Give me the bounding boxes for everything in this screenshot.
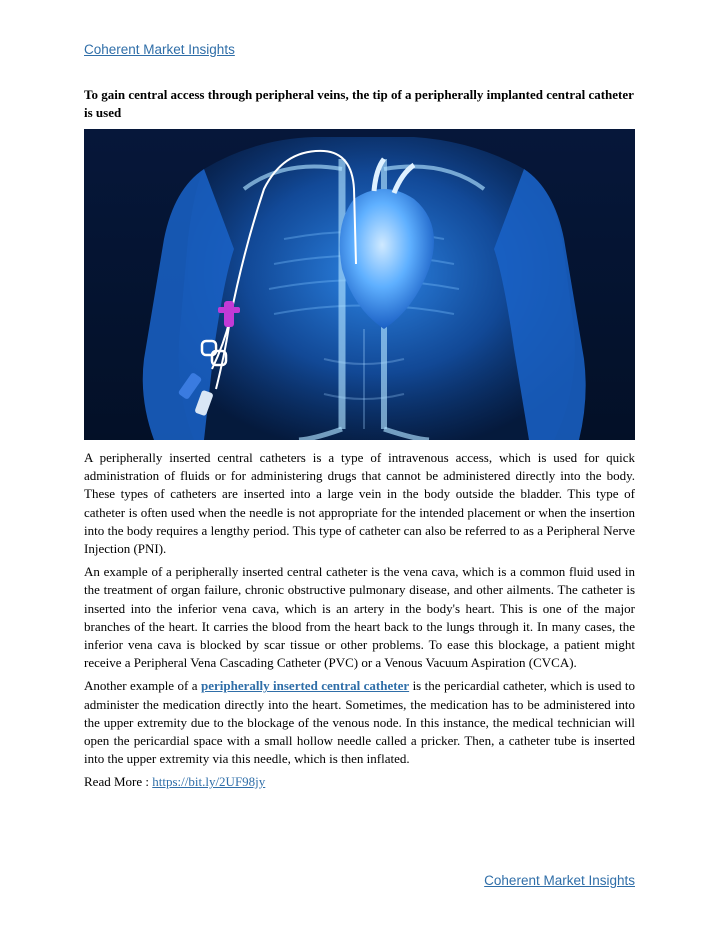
read-more-link[interactable]: https://bit.ly/2UF98jy [152, 774, 266, 790]
read-more-line [84, 773, 635, 791]
article-body [84, 449, 635, 797]
paragraph-2: An example of a peripherally inserted central catheter is the vena cava, which is a common fluid used in the treatment of organ failure, chronic obstructive pulmonary disease, and other ailments. The catheter is inserted into the inferior vena cava, which is an artery in the body's heart. This is one of the major branches of the heart. It carries the blood from the heart back to the lungs through it. In many cases, the inferior vena cava is blocked by scar tissue or other problems. To ease this blockage, a patient might receive a Peripheral Vena Cascading Catheter (PVC) or a Venous Vacuum Aspiration (CVCA). [84, 564, 635, 671]
article-headline: To gain central access through peripheral veins, the tip of a peripherally implanted central catheter is used [84, 87, 634, 120]
header-brand-link[interactable]: Coherent Market Insights [84, 42, 235, 57]
paragraph-1: A peripherally inserted central catheters is a type of intravenous access, which is used for quick administration of fluids or for administering drugs that cannot be administered directly into the body. These types of catheters are inserted into a large vein in the body outside the bladder. This type of catheter is often used when the needle is not appropriate for the intended placement or when the insertion into the body requires a lengthy period. This type of catheter can also be referred to as a Peripheral Nerve Injection (PNI). [84, 450, 635, 557]
picc-article-link[interactable]: peripherally inserted central catheter [200, 678, 410, 694]
catheter-illustration [84, 129, 635, 440]
torso-heart-catheter-graphic [84, 129, 635, 440]
footer-brand-link[interactable]: Coherent Market Insights [484, 873, 635, 888]
paragraph-3-end: is the pericardial catheter, which is used to administer the medication directly into the heart. Sometimes, the medication has to be administered into the upper extremity due to the blockage of the venous node. In this instance, the medical technician will open the pericardial space with a small hollow needle called a pricker. Then, a catheter tube is inserted into the upper extremity via this needle, which is then inflated. [84, 678, 635, 767]
paragraph-3 [84, 677, 635, 768]
paragraph-3-start: Another example of a [84, 678, 201, 694]
read-more-label: Read More : [84, 774, 153, 790]
